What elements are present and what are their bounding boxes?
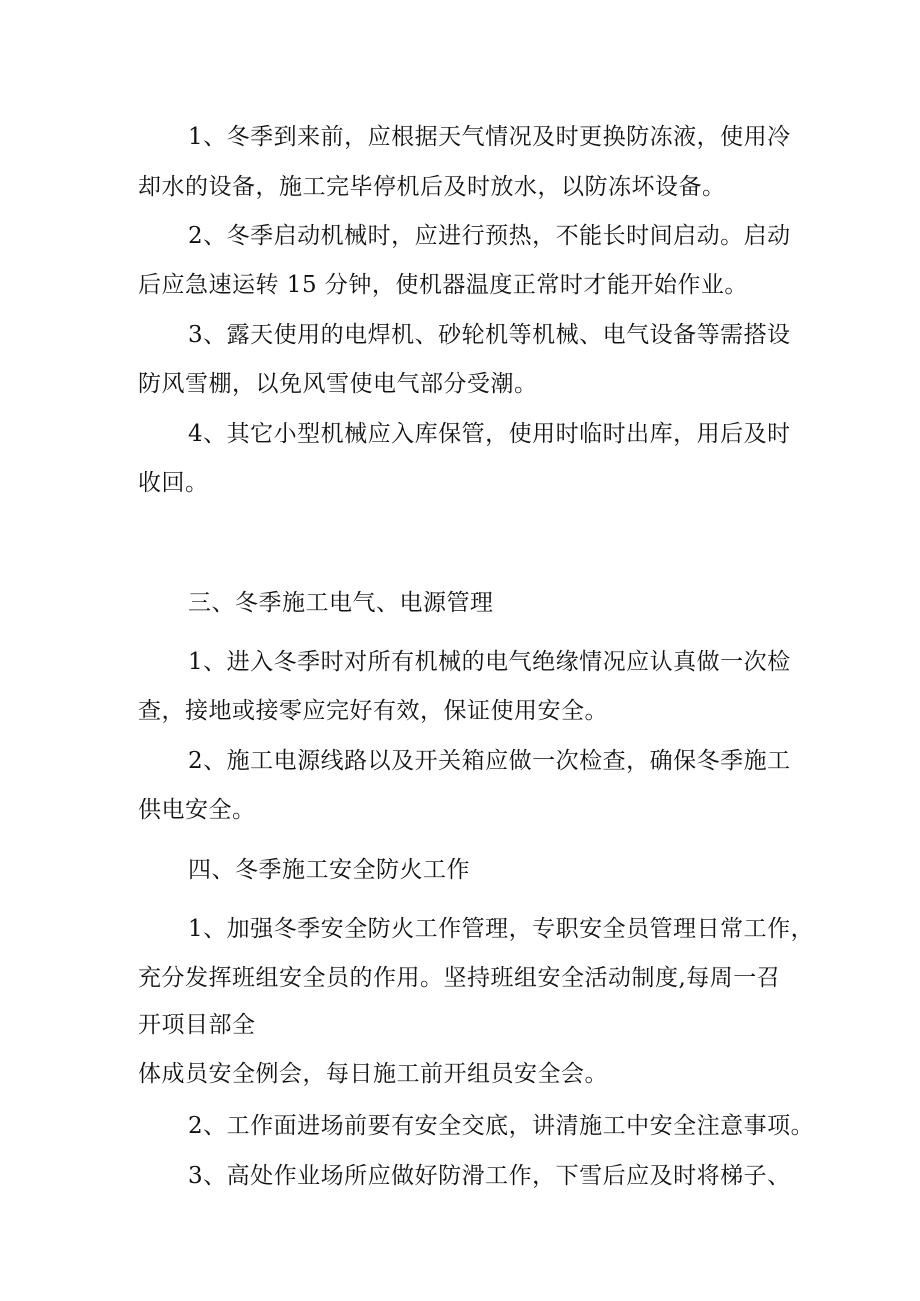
paragraph-line: 2、施工电源线路以及开关箱应做一次检查，确保冬季施工 xyxy=(188,748,791,774)
section-heading: 三、冬季施工电气、电源管理 xyxy=(188,590,494,616)
paragraph-line: 体成员安全例会，每日施工前开组员安全会。 xyxy=(138,1061,608,1087)
paragraph-line: 收回。 xyxy=(138,470,209,496)
paragraph-line: 后应急速运转 15 分钟，使机器温度正常时才能开始作业。 xyxy=(138,272,748,298)
paragraph-line: 供电安全。 xyxy=(138,797,256,823)
paragraph-line: 2、工作面进场前要有安全交底，讲清施工中安全注意事项。 xyxy=(188,1113,815,1139)
paragraph-line: 4、其它小型机械应入库保管，使用时临时出库，用后及时 xyxy=(188,421,791,447)
paragraph-line: 3、高处作业场所应做好防滑工作，下雪后应及时将梯子、 xyxy=(188,1163,791,1189)
paragraph-line: 却水的设备，施工完毕停机后及时放水，以防冻坏设备。 xyxy=(138,174,726,200)
paragraph-line: 3、露天使用的电焊机、砂轮机等机械、电气设备等需搭设 xyxy=(188,322,791,348)
paragraph-line: 2、冬季启动机械时，应进行预热，不能长时间启动。启动 xyxy=(188,223,791,249)
paragraph-line: 1、加强冬季安全防火工作管理，专职安全员管理日常工作， xyxy=(188,916,815,942)
paragraph-line: 防风雪棚，以免风雪使电气部分受潮。 xyxy=(138,371,538,397)
paragraph-line: 查，接地或接零应完好有效，保证使用安全。 xyxy=(138,698,608,724)
section-heading: 四、冬季施工安全防火工作 xyxy=(188,857,470,883)
paragraph-line: 1、进入冬季时对所有机械的电气绝缘情况应认真做一次检 xyxy=(188,649,791,675)
paragraph-line: 1、冬季到来前，应根据天气情况及时更换防冻液，使用冷 xyxy=(188,124,791,150)
paragraph-line: 开项目部全 xyxy=(138,1012,256,1038)
paragraph-line: 充分发挥班组安全员的作用。坚持班组安全活动制度,每周一召 xyxy=(138,965,781,991)
